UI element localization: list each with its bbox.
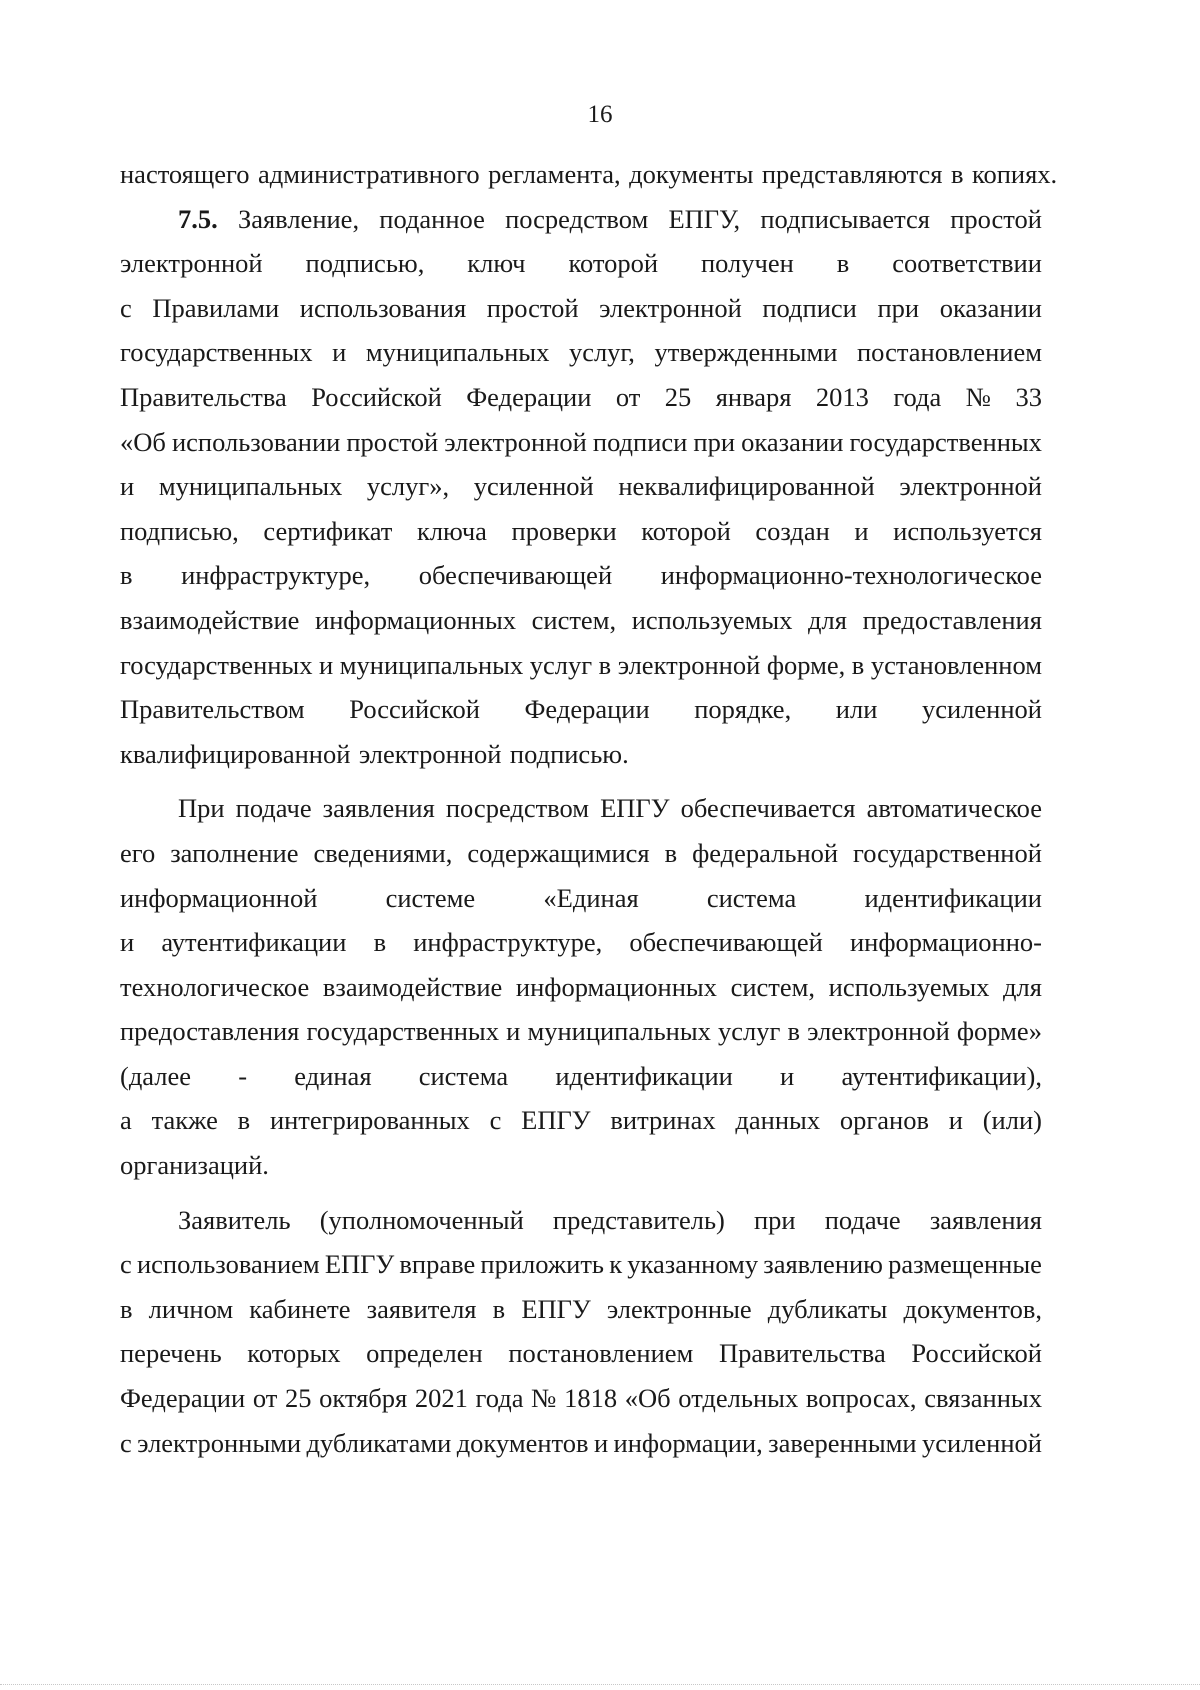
word: государственных — [849, 426, 1042, 457]
word: электронной — [120, 248, 263, 279]
page-number: 16 — [587, 101, 613, 128]
word: 2021 — [414, 1383, 468, 1414]
text-line — [120, 831, 1042, 876]
word: информационных — [315, 604, 517, 635]
word: при — [877, 292, 920, 323]
word: Российской — [911, 1338, 1042, 1369]
word: которой — [568, 248, 659, 279]
word: и — [332, 337, 347, 368]
word: года — [475, 1383, 524, 1414]
word: информационных — [515, 971, 717, 1002]
word: дубликатами — [306, 1427, 452, 1458]
word: и — [319, 649, 334, 680]
word: получен — [700, 248, 794, 279]
word: которых — [247, 1338, 341, 1369]
text-line — [120, 1287, 1042, 1332]
word: простой — [486, 292, 579, 323]
word: порядке, — [694, 694, 792, 725]
word: оказании — [939, 292, 1042, 323]
word: электронной — [444, 426, 587, 457]
word: обеспечивается — [680, 793, 856, 824]
word: отдельных — [678, 1383, 799, 1414]
word: 33 — [1015, 381, 1042, 412]
word: в — [120, 560, 133, 591]
word: услуг — [718, 1016, 781, 1047]
word: документов — [456, 1427, 589, 1458]
word: информационной — [120, 882, 318, 913]
word: представитель) — [552, 1204, 725, 1235]
word: заявлению — [763, 1249, 883, 1280]
word: вправе — [399, 1249, 476, 1280]
word: электронной — [599, 292, 742, 323]
word: к — [609, 1249, 623, 1280]
word: простой — [950, 203, 1042, 234]
word: используется — [893, 515, 1042, 546]
text-line — [120, 286, 1042, 331]
text-line — [120, 1331, 1042, 1376]
word: поданное — [379, 203, 485, 234]
word: постановлением — [508, 1338, 694, 1369]
word: электронными — [137, 1427, 302, 1458]
word: января — [715, 381, 792, 412]
word: Федерации — [524, 694, 650, 725]
text-line — [120, 330, 1042, 375]
word: и — [120, 471, 135, 502]
word: Правительства — [718, 1338, 886, 1369]
word: определен — [366, 1338, 483, 1369]
word: идентификации — [864, 882, 1042, 913]
word: соответствии — [892, 248, 1042, 279]
text-line — [120, 1198, 1042, 1243]
word: его — [120, 837, 156, 868]
word: проверки — [511, 515, 617, 546]
word: заявителя — [366, 1293, 477, 1324]
word: указанному — [627, 1249, 759, 1280]
word: 25 — [664, 381, 692, 412]
word: размещенные — [888, 1249, 1042, 1280]
word: Заявление, — [237, 203, 360, 234]
word: витринах — [610, 1105, 716, 1136]
word: взаимодействие — [322, 971, 503, 1002]
section-number: 7.5. — [178, 203, 218, 234]
text-line — [120, 197, 1042, 242]
word: единая — [294, 1060, 372, 1091]
word: организаций. — [120, 1150, 269, 1181]
text-line — [120, 643, 1042, 688]
word: использованием — [136, 1249, 320, 1280]
text-line — [120, 920, 1042, 965]
word: электронной — [899, 471, 1042, 502]
word: и — [120, 927, 135, 958]
word: и — [948, 1105, 963, 1136]
word: 25 — [284, 1383, 312, 1414]
word: представляются — [761, 159, 943, 189]
word: сертификат — [263, 515, 393, 546]
word: использования — [299, 292, 467, 323]
word: «Единая — [543, 882, 639, 913]
word: заявления — [322, 793, 435, 824]
word: с — [120, 1427, 132, 1458]
word: государственных — [306, 1016, 499, 1047]
word: ЕПГУ — [521, 1105, 591, 1136]
word: систем, — [730, 971, 816, 1002]
word: предоставления — [120, 1016, 300, 1047]
word: информационно- — [849, 927, 1042, 958]
word: система — [418, 1060, 509, 1091]
word: также — [151, 1105, 218, 1136]
word: октября — [319, 1383, 408, 1414]
word: 2013 — [815, 381, 869, 412]
word: электронной — [617, 649, 761, 680]
word: или — [835, 694, 878, 725]
word: электронной — [807, 1016, 950, 1047]
word: при — [753, 1204, 796, 1235]
word: подписывается — [760, 203, 930, 234]
word: предоставления — [862, 604, 1042, 635]
text-line — [120, 1054, 1042, 1099]
word: с — [120, 1249, 132, 1280]
word: а — [120, 1105, 132, 1136]
word: (уполномоченный — [319, 1204, 524, 1235]
word: информационно-технологическое — [660, 560, 1042, 591]
word: в — [598, 649, 612, 680]
word: при — [693, 426, 736, 457]
word: информации, — [613, 1427, 763, 1458]
word: документы — [629, 159, 754, 189]
word: простой — [346, 426, 439, 457]
word: личном — [148, 1293, 234, 1324]
word: использовании — [171, 426, 341, 457]
word: посредством — [505, 203, 649, 234]
word: подписи — [762, 292, 857, 323]
word: (далее — [120, 1060, 192, 1091]
word: данных — [735, 1105, 821, 1136]
word: взаимодействие — [120, 604, 300, 635]
word: подписи — [592, 426, 688, 457]
word: государственных — [120, 337, 313, 368]
word: (или) — [982, 1105, 1042, 1136]
word: посредством — [445, 793, 590, 824]
text-line — [120, 509, 1042, 554]
text-line — [120, 152, 1058, 197]
word: установленном — [870, 649, 1042, 680]
word: Федерации — [120, 1383, 246, 1414]
word: в — [237, 1105, 251, 1136]
word: ключ — [467, 248, 526, 279]
word: интегрированных — [269, 1105, 470, 1136]
text-line — [120, 1009, 1042, 1054]
word: форме, — [766, 649, 846, 680]
word: административного — [257, 159, 480, 189]
text-line — [120, 876, 1042, 921]
word: подписью, — [305, 248, 425, 279]
word: Правительством — [120, 694, 305, 725]
word: услуг — [529, 649, 593, 680]
word: с — [120, 292, 132, 323]
word: государственных — [120, 649, 313, 680]
word: дубликаты — [767, 1293, 888, 1324]
word: 1818 — [564, 1383, 618, 1414]
word: аутентификации), — [841, 1060, 1042, 1091]
word: системе — [385, 882, 476, 913]
word: копиях. — [971, 159, 1058, 189]
word: приложить — [480, 1249, 605, 1280]
word: ЕПГУ — [600, 793, 670, 824]
word: кабинете — [249, 1293, 351, 1324]
word: подписью, — [120, 515, 239, 546]
word: идентификации — [555, 1060, 733, 1091]
word: муниципальных — [527, 1016, 711, 1047]
word: документов, — [903, 1293, 1042, 1324]
word: электронные — [606, 1293, 752, 1324]
word: подаче — [235, 793, 312, 824]
word: заверенными — [768, 1427, 917, 1458]
word: подаче — [824, 1204, 901, 1235]
word: Заявитель — [178, 1204, 291, 1235]
word: ЕПГУ — [324, 1249, 395, 1280]
text-line — [120, 375, 1042, 420]
word: Правительства — [120, 381, 287, 412]
word: и — [854, 515, 869, 546]
word: технологическое — [120, 971, 310, 1002]
text-line — [120, 1098, 1042, 1143]
word: - — [238, 1060, 248, 1091]
word: обеспечивающей — [629, 927, 823, 958]
word: муниципальных — [365, 337, 550, 368]
word: для — [1003, 971, 1042, 1002]
word: услуг, — [568, 337, 635, 368]
word: ключа — [416, 515, 487, 546]
word: ЕПГУ, — [668, 203, 741, 234]
word: для — [808, 604, 847, 635]
text-line — [120, 1376, 1042, 1421]
word: аутентификации — [161, 927, 347, 958]
word: неквалифицированной — [618, 471, 875, 502]
word: Российской — [349, 694, 480, 725]
word: Федерации — [466, 381, 592, 412]
word: постановлением — [857, 337, 1042, 368]
word: усиленной — [473, 471, 594, 502]
text-line — [120, 786, 1042, 831]
word: При — [178, 793, 225, 824]
word: усиленной — [921, 694, 1042, 725]
word: оказании — [741, 426, 844, 457]
word: услуг», — [366, 471, 450, 502]
word: и — [506, 1016, 521, 1047]
word: от — [615, 381, 641, 412]
word: Российской — [311, 381, 442, 412]
word: автоматическое — [866, 793, 1042, 824]
word: форме» — [956, 1016, 1042, 1047]
word: в — [373, 927, 387, 958]
text-line — [120, 553, 1042, 598]
word: инфраструктуре, — [181, 560, 371, 591]
word: сведениями, — [313, 837, 453, 868]
word: № — [531, 1383, 557, 1414]
text-line — [120, 598, 1042, 643]
word: создан — [755, 515, 830, 546]
word: и — [593, 1427, 609, 1458]
word: в — [950, 159, 964, 189]
word: подписью. — [509, 738, 629, 769]
word: в — [492, 1293, 506, 1324]
word: в — [851, 649, 865, 680]
word: систем, — [531, 604, 617, 635]
word: перечень — [120, 1338, 222, 1369]
word: которой — [641, 515, 731, 546]
word: Правилами — [152, 292, 280, 323]
word: связанных — [924, 1383, 1042, 1414]
document-body — [120, 152, 1058, 1465]
word: и — [780, 1060, 795, 1091]
word: в — [836, 248, 850, 279]
word: обеспечивающей — [418, 560, 613, 591]
text-line — [120, 1421, 1042, 1466]
word: заявления — [929, 1204, 1042, 1235]
text-line — [120, 1242, 1042, 1287]
word: «Об — [624, 1383, 671, 1414]
word: вопросах, — [805, 1383, 917, 1414]
word: ЕПГУ — [521, 1293, 591, 1324]
scan-edge-divider — [0, 1684, 1200, 1685]
text-line — [120, 464, 1042, 509]
word: государственной — [853, 837, 1042, 868]
text-line — [120, 241, 1042, 286]
word: заполнение — [170, 837, 299, 868]
word: от — [252, 1383, 278, 1414]
word: регламента, — [488, 159, 621, 189]
word: используемых — [631, 604, 793, 635]
word: муниципальных — [339, 649, 524, 680]
text-line — [120, 687, 1042, 732]
word: в — [120, 1293, 133, 1324]
word: органов — [839, 1105, 929, 1136]
word: используемых — [828, 971, 990, 1002]
word: года — [893, 381, 942, 412]
text-line — [120, 732, 1042, 777]
word: «Об — [120, 426, 166, 457]
word: федеральной — [692, 837, 839, 868]
word: квалифицированной — [120, 738, 351, 769]
word: с — [489, 1105, 502, 1136]
word: в — [787, 1016, 801, 1047]
word: в — [664, 837, 678, 868]
word: № — [965, 381, 992, 412]
word: муниципальных — [158, 471, 343, 502]
word: содержащимися — [467, 837, 650, 868]
text-line — [120, 965, 1042, 1010]
word: настоящего — [120, 159, 250, 189]
word: утвержденными — [654, 337, 838, 368]
text-line — [120, 1143, 1042, 1188]
word: система — [706, 882, 797, 913]
text-line — [120, 420, 1042, 465]
word: усиленной — [922, 1427, 1042, 1458]
word: инфраструктуре, — [413, 927, 603, 958]
word: электронной — [358, 738, 502, 769]
